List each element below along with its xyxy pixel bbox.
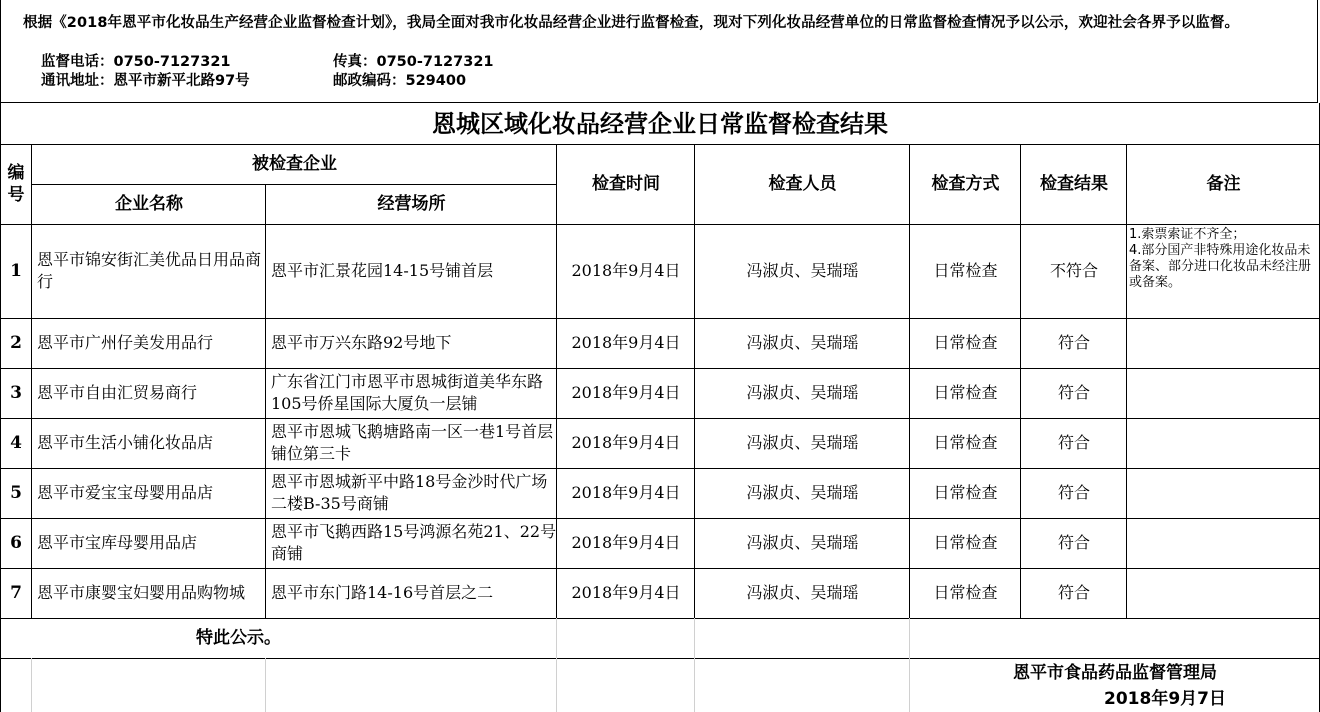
cell-inspectors: [695, 318, 910, 368]
cell-method-text: 日常检查: [933, 261, 998, 280]
notice-text: [0, 618, 557, 658]
cell-result: [1021, 368, 1127, 418]
cell-place-text: 恩平市汇景花园14-15号铺首层: [271, 261, 494, 280]
cell-method-text: 日常检查: [933, 433, 998, 452]
header-number-label: 编号: [7, 163, 25, 205]
cell-no: [0, 518, 32, 568]
cell-name-text: 恩平市宝库母婴用品店: [37, 533, 198, 552]
header-company-name: 企业名称: [115, 194, 183, 214]
cell-place: [266, 568, 557, 618]
cell-place: [266, 518, 557, 568]
cell-date: [557, 468, 695, 518]
cell-inspectors: [695, 368, 910, 418]
cell-remarks: [1127, 468, 1320, 518]
phone-label: 监督电话：0750-7127321: [41, 54, 231, 70]
header-premises: 经营场所: [377, 194, 446, 214]
cell-inspectors: [695, 568, 910, 618]
cell-result-text: 符合: [1057, 383, 1090, 402]
postcode-label: 邮政编码：529400: [333, 73, 467, 89]
cell-inspectors-text: 冯淑贞、吴瑞瑶: [746, 583, 859, 602]
cell-no-text: 3: [10, 383, 22, 403]
cell-no: [0, 418, 32, 468]
header-inspectors: 检查人员: [768, 174, 837, 194]
cell-date: [557, 568, 695, 618]
cell-no: [0, 318, 32, 368]
cell-remarks: [1127, 568, 1320, 618]
cell-result: [1021, 568, 1127, 618]
cell-remarks: [1127, 318, 1320, 368]
cell-place: [266, 224, 557, 318]
cell-inspectors: [695, 418, 910, 468]
header-method: 检查方式: [931, 174, 1000, 194]
signature-date: 2018年9月7日: [1104, 689, 1226, 709]
cell-name: [32, 224, 266, 318]
cell-method: [910, 418, 1021, 468]
cell-no-text: 6: [10, 533, 22, 553]
notice-label: 特此公示。: [196, 628, 281, 648]
cell-place: [266, 318, 557, 368]
cell-place-text: 广东省江门市恩平市恩城街道美华东路105号侨星国际大厦负一层铺: [271, 372, 544, 413]
cell-date-text: 2018年9月4日: [571, 483, 681, 502]
cell-date-text: 2018年9月4日: [571, 533, 681, 552]
cell-date: [557, 368, 695, 418]
cell-result-text: 符合: [1057, 433, 1090, 452]
cell-no-text: 4: [10, 433, 22, 453]
cell-no-text: 5: [10, 483, 22, 503]
cell-inspectors-text: 冯淑贞、吴瑞瑶: [746, 333, 859, 352]
cell-result: [1021, 418, 1127, 468]
cell-place-text: 恩平市恩城新平中路18号金沙时代广场二楼B-35号商铺: [271, 472, 548, 513]
cell-method-text: 日常检查: [933, 383, 998, 402]
cell-remarks: [1127, 518, 1320, 568]
cell-name: [32, 568, 266, 618]
cell-result-text: 符合: [1057, 533, 1090, 552]
cell-place: [266, 368, 557, 418]
cell-method-text: 日常检查: [933, 483, 998, 502]
cell-place: [266, 418, 557, 468]
cell-no: [0, 468, 32, 518]
cell-place-text: 恩平市恩城飞鹅塘路南一区一巷1号首层铺位第三卡: [271, 422, 554, 463]
header-date: 检查时间: [592, 174, 660, 194]
fax-label: 传真：0750-7127321: [333, 54, 494, 70]
cell-method-text: 日常检查: [933, 333, 998, 352]
cell-method: [910, 518, 1021, 568]
cell-remarks: [1127, 224, 1320, 318]
cell-result: [1021, 518, 1127, 568]
cell-name-text: 恩平市康婴宝妇婴用品购物城: [37, 583, 246, 602]
cell-inspectors-text: 冯淑贞、吴瑞瑶: [746, 483, 859, 502]
cell-method: [910, 368, 1021, 418]
cell-date-text: 2018年9月4日: [571, 583, 681, 602]
cell-result-text: 符合: [1057, 483, 1090, 502]
cell-date-text: 2018年9月4日: [571, 383, 681, 402]
cell-name: [32, 468, 266, 518]
cell-date-text: 2018年9月4日: [571, 333, 681, 352]
cell-date: [557, 224, 695, 318]
cell-name: [32, 518, 266, 568]
table-title: 恩城区域化妆品经营企业日常监督检查结果: [432, 109, 888, 138]
cell-inspectors-text: 冯淑贞、吴瑞瑶: [746, 261, 859, 280]
cell-inspectors-text: 冯淑贞、吴瑞瑶: [746, 383, 859, 402]
cell-place-text: 恩平市东门路14-16号首层之二: [271, 583, 494, 602]
cell-date-text: 2018年9月4日: [571, 433, 681, 452]
remark-line: 4.部分国产非特殊用途化妆品未备案、部分进口化妆品未经注册或备案。: [1129, 243, 1312, 290]
cell-inspectors: [695, 468, 910, 518]
cell-method: [910, 568, 1021, 618]
cell-place-text: 恩平市飞鹅西路15号鸿源名苑21、22号商铺: [271, 522, 557, 563]
intro-paragraph: 根据《2018年恩平市化妆品生产经营企业监督检查计划》，我局全面对我市化妆品经营企业进行监督检查，现对下列化妆品经营单位的日常监督检查情况予以公示，欢迎社会各界予以监督。: [23, 15, 1240, 31]
cell-method-text: 日常检查: [933, 583, 998, 602]
cell-result: [1021, 224, 1127, 318]
cell-name-text: 恩平市自由汇贸易商行: [37, 383, 198, 402]
cell-result: [1021, 318, 1127, 368]
agency-name: 恩平市食品药品监督管理局: [1013, 663, 1217, 683]
cell-no: [0, 224, 32, 318]
remark-line: 1.索票索证不齐全；: [1129, 227, 1246, 242]
intro-block: [0, 0, 1318, 103]
cell-date-text: 2018年9月4日: [571, 261, 681, 280]
cell-date: [557, 318, 695, 368]
cell-no-text: 7: [10, 583, 22, 603]
cell-name-text: 恩平市广州仔美发用品行: [37, 333, 214, 352]
header-inspected: 被检查企业: [252, 154, 337, 174]
cell-no: [0, 368, 32, 418]
cell-inspectors-text: 冯淑贞、吴瑞瑶: [746, 433, 859, 452]
cell-place-text: 恩平市万兴东路92号地下: [271, 333, 452, 352]
cell-date: [557, 518, 695, 568]
cell-result-text: 不符合: [1049, 261, 1098, 280]
cell-result-text: 符合: [1057, 333, 1090, 352]
cell-name-text: 恩平市生活小铺化妆品店: [37, 433, 214, 452]
cell-inspectors: [695, 518, 910, 568]
cell-place: [266, 468, 557, 518]
cell-method: [910, 318, 1021, 368]
header-number: [0, 144, 32, 224]
cell-remarks: [1127, 368, 1320, 418]
cell-no-text: 1: [10, 261, 22, 281]
cell-remarks: [1127, 418, 1320, 468]
cell-name-text: 恩平市爱宝宝母婴用品店: [37, 483, 214, 502]
header-remarks: 备注: [1206, 174, 1241, 194]
cell-no: [0, 568, 32, 618]
address-label: 通讯地址：恩平市新平北路97号: [41, 73, 250, 89]
cell-name: [32, 368, 266, 418]
cell-method: [910, 468, 1021, 518]
cell-inspectors: [695, 224, 910, 318]
cell-name-text: 恩平市锦安街汇美优品日用品商行: [37, 250, 262, 291]
cell-date: [557, 418, 695, 468]
cell-method-text: 日常检查: [933, 533, 998, 552]
header-result: 检查结果: [1040, 174, 1108, 194]
cell-result-text: 符合: [1057, 583, 1090, 602]
cell-name: [32, 318, 266, 368]
cell-no-text: 2: [10, 333, 22, 353]
cell-method: [910, 224, 1021, 318]
cell-result: [1021, 468, 1127, 518]
cell-inspectors-text: 冯淑贞、吴瑞瑶: [746, 533, 859, 552]
cell-name: [32, 418, 266, 468]
